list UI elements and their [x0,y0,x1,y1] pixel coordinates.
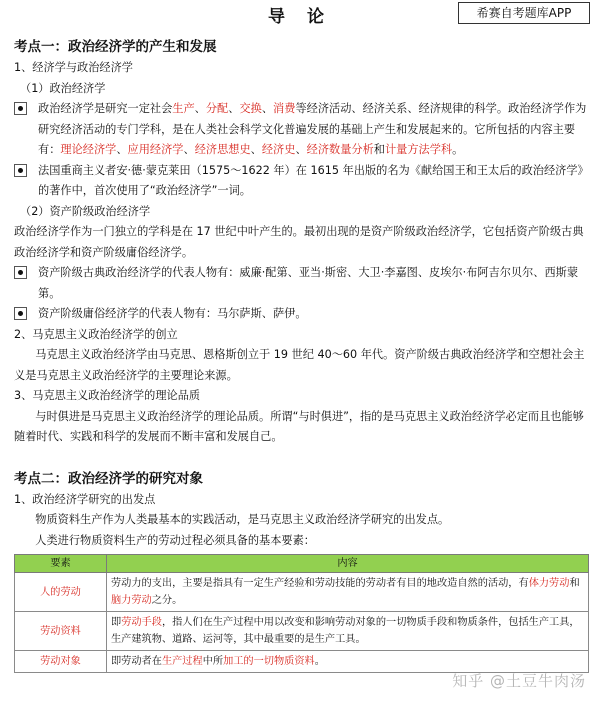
document-body [14,36,588,673]
table-row [15,612,589,651]
table-row [15,573,589,612]
paragraph-theory-quality: 与时俱进是马克思主义政治经济学的理论品质。所谓“与时俱进”，指的是马克思主义政治经济学必定而且也能够随着时代、实践和科学的发展而不断丰富和发展自己。 [14,409,584,443]
table-cell-label: 人的劳动 [15,573,107,612]
bullet-icon [14,102,27,115]
table-header-content: 内容 [107,555,589,573]
table-cell-content: 即劳动者在生产过程中所加工的一切物质资料。 [107,651,589,673]
section-heading-2: 考点二：政治经济学的研究对象 [14,470,203,487]
zhihu-watermark: 知乎 @土豆牛肉汤 [452,672,586,690]
table-header-element: 要素 [15,555,107,573]
app-badge: 希赛自考题库APP [458,2,590,24]
paragraph-basic-elements: 人类进行物质资料生产的劳动过程必须具备的基本要素： [35,533,315,547]
subheading-2: 2、马克思主义政治经济学的创立 [14,327,178,341]
bullet-icon [14,266,27,279]
subheading-3: 3、马克思主义政治经济学的理论品质 [14,389,201,402]
bullet-paragraph-4: 资产阶级庸俗经济学的代表人物有：马尔萨斯、萨伊。 [14,304,588,325]
page-title: 导 论 [268,7,332,27]
paragraph-starting-point: 物质资料生产作为人类最基本的实践活动，是马克思主义政治经济学研究的出发点。 [35,513,450,526]
subheading-1-2: （2）资产阶级政治经济学 [20,204,151,218]
bullet-icon [14,307,27,320]
elements-table [14,554,589,673]
paragraph-marxist-founding: 马克思主义政治经济学由马克思、恩格斯创立于 19 世纪 40～60 年代。资产阶级古典政治经济学和空想社会主义是马克思主义政治经济学的主要理论来源。 [14,348,585,382]
bullet-paragraph-3: 资产阶级古典政治经济学的代表人物有：威廉·配第、亚当·斯密、大卫·李嘉图、皮埃尔·布阿吉尔贝尔、西斯蒙第。 [14,263,588,304]
subheading-2-1: 1、政治经济学研究的出发点 [14,492,156,506]
table-cell-content: 即劳动手段，指人们在生产过程中用以改变和影响劳动对象的一切物质手段和物质条件，包括生产工具，生产建筑物、道路、运河等，其中最重要的是生产工具。 [107,612,589,651]
paragraph-bourgeois: 政治经济学作为一门独立的学科是在 17 世纪中叶产生的。最初出现的是资产阶级政治经济学，它包括资产阶级古典政治经济学和资产阶级庸俗经济学。 [14,225,584,259]
subheading-1: 1、经济学与政治经济学 [14,61,133,74]
bullet-icon [14,164,27,177]
table-header-row [15,555,589,573]
table-cell-content: 劳动力的支出，主要是指具有一定生产经验和劳动技能的劳动者有目的地改造自然的活动，有体力劳动和脑力劳动之分。 [107,573,589,612]
table-cell-label: 劳动资料 [15,612,107,651]
bullet-paragraph-2: 法国重商主义者安·德·蒙克莱田（1575～1622 年）在 1615 年出版的名为《献给国王和王太后的政治经济学》的著作中，首次使用了“政治经济学”一词。 [14,161,588,202]
section-heading-1: 考点一：政治经济学的产生和发展 [14,39,217,55]
bullet-paragraph-1: 政治经济学是研究一定社会生产、分配、交换、消费等经济活动、经济关系、经济规律的科学。政治经济学作为研究经济活动的专门学科，是在人类社会科学文化普遍发展的基础上产生和发展起来的。它所包括的内容主要有：理论经济学、应用经济学、经济思想史、经济史、经济数量分析和计量方法学科。 [14,99,588,161]
subheading-1-1: （1）政治经济学 [20,81,106,95]
table-cell-label: 劳动对象 [15,651,107,673]
